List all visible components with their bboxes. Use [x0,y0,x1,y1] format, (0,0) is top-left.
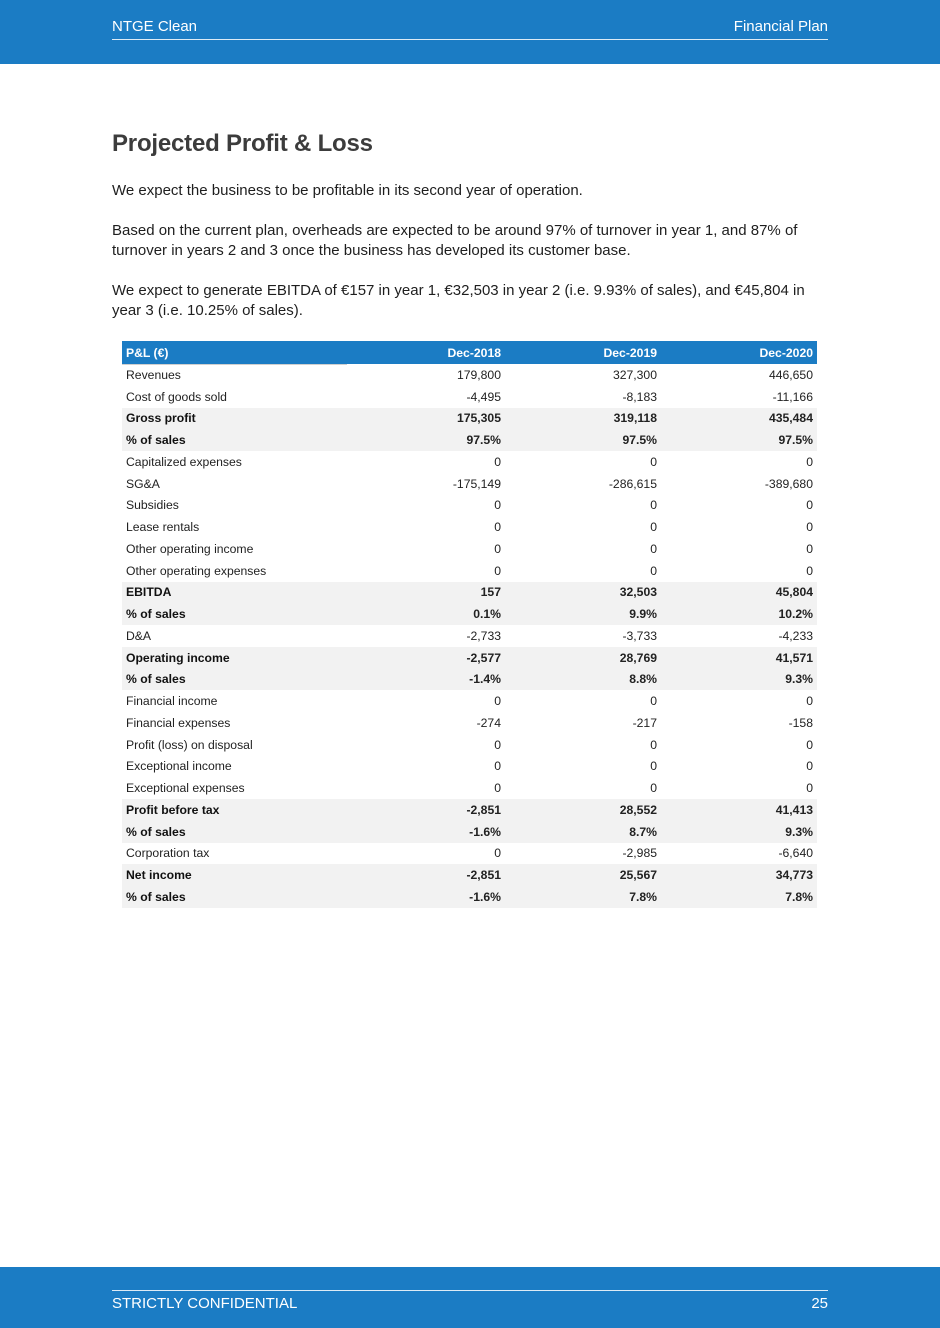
row-value: 9.3% [661,669,817,691]
row-label: Other operating expenses [126,563,267,578]
row-value: 0 [494,781,501,796]
row-value: 0 [494,694,501,709]
page-header-bar [0,0,940,64]
row-value: 0 [494,520,501,535]
confidential-label: STRICTLY CONFIDENTIAL [112,1295,298,1312]
overheads-paragraph: Based on the current plan, overheads are expected to be around 97% of turnover in year 1, and 87% of turnover in years 2 and 3 once the business has developed its customer base. [112,222,798,259]
row-value: 0 [650,737,657,752]
row-label: Capitalized expenses [126,454,242,469]
row-label: % of sales [122,821,347,843]
row-value: 0 [494,498,501,513]
column-header-label: P&L (€) [122,341,347,364]
row-label: % of sales [122,669,347,691]
page-footer-bar [0,1267,940,1328]
row-value: 97.5% [347,429,505,451]
table-row [122,516,817,538]
row-value: 8.8% [505,669,661,691]
row-value: -2,851 [347,864,505,886]
row-value: 0 [650,454,657,469]
row-value: 34,773 [661,864,817,886]
row-value: 9.9% [505,603,661,625]
row-value: 28,552 [505,799,661,821]
row-label: Cost of goods sold [126,389,227,404]
table-row [122,756,817,778]
row-label: Operating income [122,647,347,669]
table-row [122,864,817,886]
row-value: 32,503 [505,582,661,604]
table-row [122,538,817,560]
row-label: SG&A [126,476,160,491]
row-value: 0 [806,694,813,709]
row-label: % of sales [122,603,347,625]
row-value: 327,300 [612,367,657,382]
row-value: -1.6% [347,886,505,908]
table-row [122,821,817,843]
row-label: Revenues [126,367,181,382]
table-row [122,582,817,604]
row-value: 0 [650,781,657,796]
table-row [122,886,817,908]
row-value: 0 [806,498,813,513]
table-row [122,429,817,451]
table-row [122,669,817,691]
row-label: % of sales [122,429,347,451]
table-row [122,364,817,386]
row-value: 0 [806,454,813,469]
row-value: 9.3% [661,821,817,843]
row-value: 435,484 [661,408,817,430]
row-value: 41,571 [661,647,817,669]
row-value: 446,650 [768,367,813,382]
row-label: Profit before tax [122,799,347,821]
intro-paragraph: We expect the business to be profitable in its second year of operation. [112,182,583,199]
row-value: 8.7% [505,821,661,843]
row-label: Financial expenses [126,715,231,730]
row-value: -2,733 [466,628,501,643]
row-value: 97.5% [661,429,817,451]
row-value: 0 [494,454,501,469]
page-title: Projected Profit & Loss [112,130,373,157]
company-name: NTGE Clean [112,18,198,35]
row-value: 0 [806,520,813,535]
row-value: 45,804 [661,582,817,604]
table-row [122,408,817,430]
row-label: Other operating income [126,541,254,556]
row-value: -175,149 [452,476,501,491]
row-value: -1.6% [347,821,505,843]
row-value: 0 [806,781,813,796]
row-value: 0 [650,498,657,513]
table-row [122,647,817,669]
row-value: 0 [494,541,501,556]
row-value: 0 [806,737,813,752]
row-value: 0 [806,759,813,774]
table-row [122,495,817,517]
header-underline [122,364,347,365]
table-row [122,777,817,799]
row-label: Financial income [126,694,218,709]
table-body [122,364,817,908]
row-label: Exceptional income [126,759,232,774]
row-value: -11,166 [772,389,813,404]
table-row [122,473,817,495]
row-label: Exceptional expenses [126,781,245,796]
table-row [122,560,817,582]
row-label: Profit (loss) on disposal [126,737,253,752]
row-value: 0 [494,846,501,861]
row-value: 0 [494,737,501,752]
row-label: Corporation tax [126,846,210,861]
row-value: 0 [650,541,657,556]
row-label: Subsidies [126,498,179,513]
table-row [122,451,817,473]
row-value: -4,495 [466,389,501,404]
row-value: -3,733 [622,628,657,643]
row-value: -8,183 [622,389,657,404]
row-value: 0 [806,563,813,578]
header-rule [112,18,828,40]
row-value: 0 [494,759,501,774]
row-label: EBITDA [122,582,347,604]
table-row [122,603,817,625]
row-value: 97.5% [505,429,661,451]
section-name: Financial Plan [733,18,828,35]
row-label: Lease rentals [126,520,200,535]
row-value: 7.8% [505,886,661,908]
row-value: -286,615 [608,476,657,491]
table-row [122,734,817,756]
page-number: 25 [811,1295,828,1312]
row-label: % of sales [122,886,347,908]
table-row [122,386,817,408]
row-value: -2,851 [347,799,505,821]
row-value: -6,640 [778,846,813,861]
row-value: 0.1% [347,603,505,625]
row-value: 7.8% [661,886,817,908]
row-value: -389,680 [764,476,813,491]
table-row [122,690,817,712]
row-value: -1.4% [347,669,505,691]
column-header-dec-2019: Dec-2019 [505,341,661,364]
row-value: -274 [476,715,501,730]
ebitda-paragraph: We expect to generate EBITDA of €157 in year 1, €32,503 in year 2 (i.e. 9.93% of sales), and €45,804 in year 3 (i.e. 10.25% of sales). [112,282,805,319]
row-value: -4,233 [778,628,813,643]
profit-loss-table [122,341,817,908]
row-value: 0 [494,563,501,578]
table-row [122,712,817,734]
row-value: 157 [347,582,505,604]
column-header-dec-2020: Dec-2020 [661,341,817,364]
row-value: -158 [788,715,813,730]
row-label: Net income [122,864,347,886]
table-row [122,625,817,647]
row-value: -2,577 [347,647,505,669]
row-value: 0 [650,520,657,535]
row-value: -217 [632,715,657,730]
row-value: 0 [650,759,657,774]
row-value: 179,800 [456,367,501,382]
table-header-row [122,341,817,364]
row-value: 0 [650,563,657,578]
row-label: D&A [126,628,152,643]
row-value: 0 [650,694,657,709]
column-header-dec-2018: Dec-2018 [347,341,505,364]
row-label: Gross profit [122,408,347,430]
row-value: 0 [806,541,813,556]
row-value: 41,413 [661,799,817,821]
footer-rule [112,1290,828,1312]
row-value: 175,305 [347,408,505,430]
row-value: 10.2% [661,603,817,625]
row-value: 319,118 [505,408,661,430]
row-value: 28,769 [505,647,661,669]
table-row [122,799,817,821]
table-row [122,843,817,865]
row-value: 25,567 [505,864,661,886]
row-value: -2,985 [622,846,657,861]
